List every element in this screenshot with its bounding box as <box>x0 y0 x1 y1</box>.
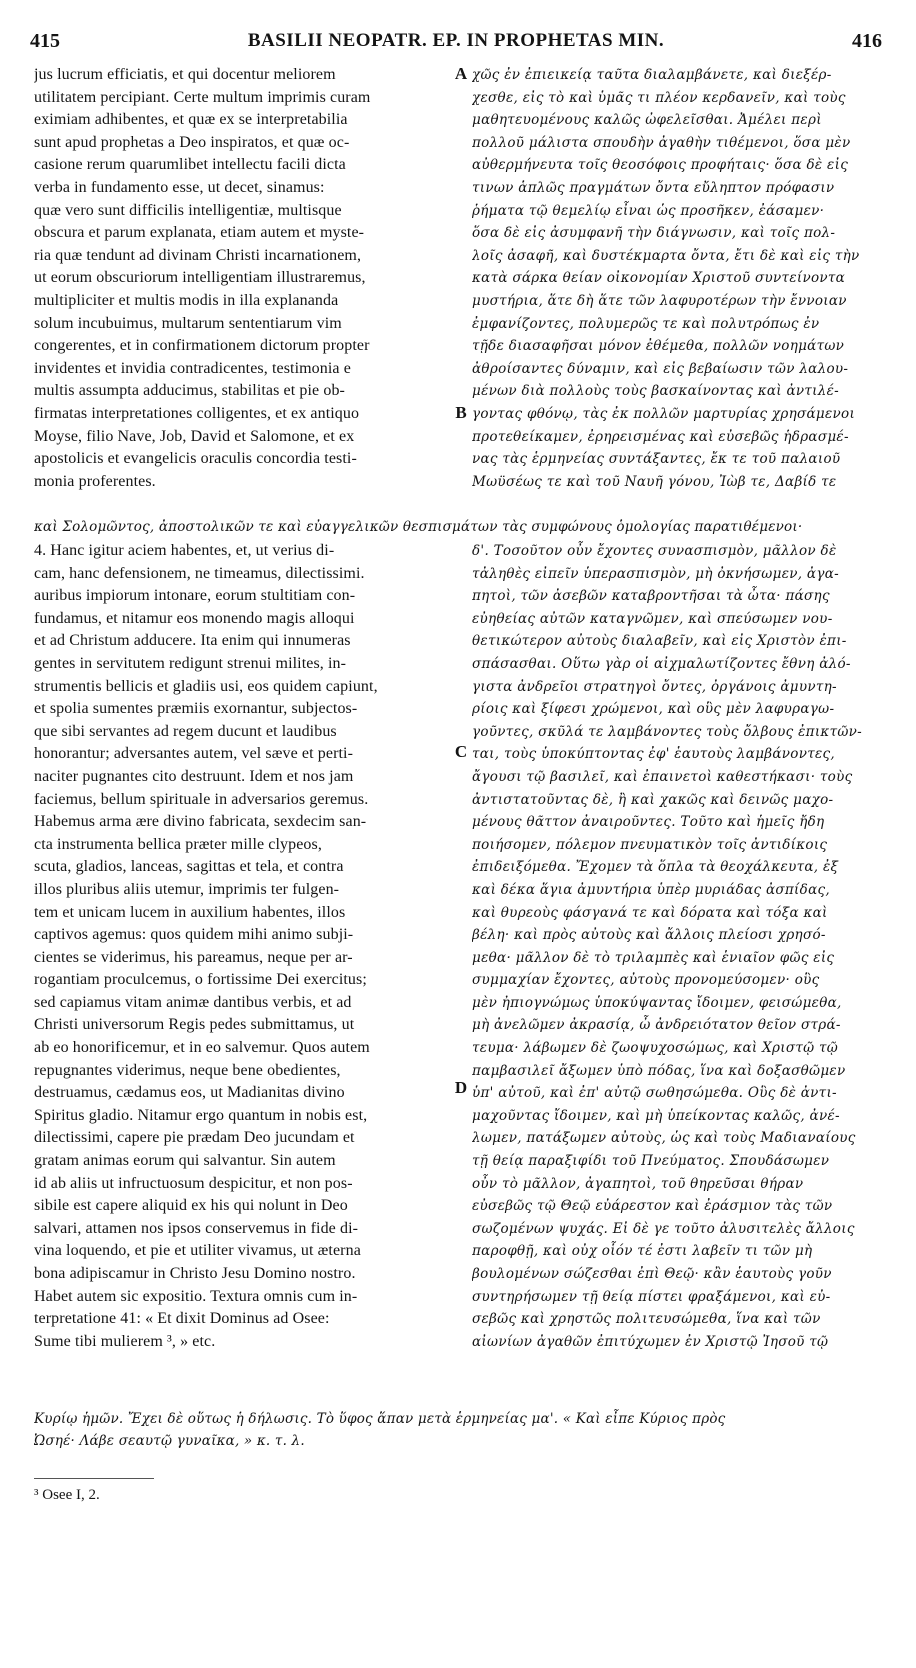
latin-text-line: scuta, gladios, lanceas, sagittas et tela, et contra <box>34 858 344 876</box>
page-number-left: 415 <box>30 30 60 52</box>
latin-text-line: faciemus, bellum spirituale in adversarios geremus. <box>34 790 369 808</box>
latin-text-line: obscura et parum explanata, etiam autem et myste- <box>34 224 365 242</box>
greek-text-line: σωζομένων ψυχάς. Εἰ δὲ γε τοῦτο ἀλυσιτελὲς ἄλλοις <box>472 1220 855 1237</box>
running-title: BASILII NEOPATR. EP. IN PROPHETAS MIN. <box>247 30 665 51</box>
latin-text-line: jus lucrum efficiatis, et qui docentur meliorem <box>34 66 336 83</box>
greek-text-line: τῇδε διασαφῆσαι μόνον ἐθέμεθα, πολλῶν νοημάτων <box>472 338 845 355</box>
latin-text-line: vina loquendo, et pie et utiliter vivamus, ut æterna <box>34 1242 361 1260</box>
greek-text-line: ἐμφανίζοντες, πολυμερῶς τε καὶ πολυτρόπως ἐν <box>472 315 820 332</box>
greek-text-line: ὑπ' αὐτοῦ, καὶ ἐπ' αὐτῷ σωθησώμεθα. Οὓς δὲ ἀντι- <box>472 1085 837 1102</box>
latin-text-line: gentes in servitutem redigunt strenui milites, in- <box>34 654 347 672</box>
greek-text-line: αἰωνίων ἀγαθῶν ἐπιτύχωμεν ἐν Χριστῷ Ἰησοῦ τῷ <box>472 1333 829 1350</box>
latin-text-line: quæ vero sunt difficilis intelligentiæ, multisque <box>34 201 342 219</box>
latin-text-line: fundamus, et nitamur eos monendo magis alloqui <box>34 609 355 627</box>
greek-text-line: συντηρήσωμεν τῇ θείᾳ πίστει φραξάμενοι, καὶ εὐ- <box>472 1288 831 1305</box>
greek-text-line: πολλοῦ μάλιστα σπουδὴν ἀγαθὴν τιθέμενοι, ὅσα μὲν <box>472 134 851 151</box>
latin-text-line: cam, hanc defensionem, ne timeamus, dilectissimi. <box>34 564 365 582</box>
latin-text-line: ut eorum obscuriorum intelligentiam illustraremus, <box>34 269 366 287</box>
latin-text-line: illos pluribus aliis utemur, imprimis ter fulgen- <box>34 880 340 898</box>
greek-text-line: ἀντιστατοῦντας δὲ, ἢ καὶ χακῶς καὶ δεινῶς μαχο- <box>472 791 834 808</box>
greek-text-line: παροφθῇ, καὶ οὐχ οἷόν τέ ἐστι λαβεῖν τι τῶν μὴ <box>472 1243 813 1260</box>
margin-letter-c: C <box>454 742 468 761</box>
latin-text-line: et ad Christum adducere. Ita enim qui innumeras <box>34 632 351 650</box>
greek-text-line: ἄγουσι τῷ βασιλεῖ, καὶ ἐπαινετοὶ καθεστήκασι· τοὺς <box>472 768 853 785</box>
greek-text-line: γοντας φθόνῳ, τὰς ἐκ πολλῶν μαρτυρίας χρησάμενοι <box>472 405 856 422</box>
latin-text-line: sed capiamus vitam animæ dantibus verbis, et ad <box>34 993 352 1011</box>
greek-text-line: σπάσασθαι. Οὕτω γὰρ οἱ αἰχμαλωτίζοντες ἔθνη ἀλό- <box>472 655 851 672</box>
latin-text-line: Sume tibi mulierem ³, » etc. <box>34 1332 216 1350</box>
footnote-rule <box>34 1478 154 1479</box>
latin-text-line: dilectissimi, capere pie prædam Deo jucundam et <box>34 1129 355 1147</box>
latin-text-line: naciter pugnantes cito destruunt. Idem et nos jam <box>34 767 354 785</box>
latin-text-line: destruamus, cædamus eos, ut Madianitas divino <box>34 1084 345 1102</box>
greek-text-line: σεβῶς καὶ χρηστῶς πολιτευσώμεθα, ἵνα καὶ τῶν <box>472 1311 821 1328</box>
greek-text-line: πητοὶ, τῶν ἀσεβῶν καταβροντῆσαι τὰ ὦτα· πάσης <box>472 588 830 605</box>
greek-text-line: αὐθερμήνευτα τοῖς θεοσόφοις προφήταις· ὅσα δὲ εἰς <box>472 157 849 174</box>
latin-text-line: cta instrumenta bellica præter mille clypeos, <box>34 835 322 853</box>
margin-letter-a: A <box>454 64 468 83</box>
latin-text-line: multis assumpta adducimus, stabilitas et pie ob- <box>34 382 345 400</box>
latin-text-line: Habet autem sic expositio. Textura omnis cum in- <box>34 1287 358 1305</box>
greek-closing-line: Κυρίῳ ἡμῶν. Ἔχει δὲ οὕτως ἡ δήλωσις. Τὸ ὕφος ἅπαν μετὰ ἑρμηνείας μα'. « Καὶ εἶπε Κύριος πρὸς <box>34 1411 726 1427</box>
greek-text-line: χεσθε, εἰς τὸ καὶ ὑμᾶς τι πλέον κερδανεῖν, καὶ τοὺς <box>472 89 846 106</box>
latin-text-line: tem et unicam lucem in auxilium habentes, illos <box>34 903 346 921</box>
latin-text-line: eximiam adhibentes, et quæ ex se interpretabilia <box>34 111 348 129</box>
latin-text-line: terpretatione 41: « Et dixit Dominus ad Osee: <box>34 1310 330 1328</box>
greek-text-line: προτεθείκαμεν, ἐρηρεισμένας καὶ εὐσεβῶς ἡδρασμέ- <box>472 428 849 445</box>
latin-text-line: honorantur; adversantes autem, vel sæve et perti- <box>34 745 354 763</box>
greek-column-top <box>472 64 884 516</box>
latin-text-line: apostolicis et evangelicis oraculis concordia testi- <box>34 450 357 468</box>
greek-column-bottom <box>472 540 884 1668</box>
greek-text-line: μυστήρια, ἅτε δὴ ἅτε τῶν λαφυροτέρων τὴν ἔννοιαν <box>472 292 847 309</box>
latin-text-line: sunt apud prophetas a Deo inspiratos, et quæ oc- <box>34 133 350 151</box>
greek-text-line: βέλη· καὶ πρὸς αὐτοὺς καὶ ἄλλοις πλείοσι χρησό- <box>472 927 826 944</box>
latin-text-line: invidentes et invidia contradicentes, testimonia e <box>34 359 351 377</box>
latin-text-line: sibile est capere aliquid ex his qui nolunt in Deo <box>34 1197 348 1215</box>
latin-text-line: bona adipiscamur in Christo Jesu Domino nostro. <box>34 1265 356 1282</box>
greek-text-line: μὲν ἠπιογνώμως ὑποκύψαντας ἴδοιμεν, φεισώμεθα, <box>472 994 842 1011</box>
greek-text-line: τῇ θείᾳ παραξιφίδι τοῦ Πνεύματος. Σπουδάσωμεν <box>472 1153 830 1170</box>
greek-text-line: νας τὰς ἑρμηνείας συντάξαντες, ἔκ τε τοῦ παλαιοῦ <box>472 451 841 468</box>
greek-text-line: μένους θᾶττον ἀναιροῦντες. Τοῦτο καὶ ἡμεῖς ἤδη <box>472 814 825 831</box>
greek-text-line: μὴ ἀνελῶμεν ἀκρασίᾳ, ὦ ἀνδρειότατον θεῖον στρά- <box>472 1017 841 1034</box>
page-header <box>30 30 882 58</box>
latin-text-line: auribus impiorum intonare, eorum stultitiam con- <box>34 587 356 605</box>
latin-text-line: utilitatem percipiant. Certe multum imprimis curam <box>34 88 371 106</box>
latin-text-line: cientes se viderimus, his pareamus, neque per ar- <box>34 948 353 966</box>
greek-text-line: χῶς ἐν ἐπιεικείᾳ ταῦτα διαλαμβάνετε, καὶ διεξέρ- <box>472 67 832 83</box>
page-number-right: 416 <box>852 30 882 52</box>
greek-text-line: λωμεν, πατάξωμεν αὐτοὺς, ὡς καὶ τοὺς Μαδιαναίους <box>472 1130 856 1147</box>
latin-text-line: firmatas interpretationes colligentes, et ex antiquo <box>34 404 360 422</box>
latin-text-line: gratam animas eorum qui salvantur. Sin autem <box>34 1152 336 1170</box>
latin-text-line: Moyse, filio Nave, Job, David et Salomone, et ex <box>34 427 355 445</box>
latin-text-line: monia proferentes. <box>34 472 156 490</box>
latin-text-line: Christi universorum Regis pedes submittamus, ut <box>34 1016 355 1034</box>
greek-text-line: μένων διὰ πολλοὺς τοὺς βασκαίνοντας καὶ ἀντιλέ- <box>472 383 839 400</box>
greek-text-line: κατὰ σάρκα θείαν οἰκονομίαν Χριστοῦ συντείνοντα <box>472 270 846 287</box>
latin-text-line: verba in fundamento esse, ut decet, sinamus: <box>34 178 325 196</box>
greek-text-line: μαχοῦντας ἴδοιμεν, καὶ μὴ ὑπείκοντας καλῶς, ἀνέ- <box>472 1107 840 1124</box>
greek-text-line: γιστα ἀνδρεῖοι στρατηγοὶ ὄντες, ὀργάνοις ἀμυντη- <box>472 678 837 695</box>
margin-letter-b: B <box>455 403 467 422</box>
greek-text-line: Μωϋσέως τε καὶ τοῦ Ναυῆ γόνου, Ἰὼβ τε, Δαβίδ τε <box>472 473 837 490</box>
greek-text-line: εὐσεβῶς τῷ Θεῷ εὐάρεστον καὶ ἐράσμιον τὰς τῶν <box>472 1198 833 1215</box>
greek-text-line: θετικώτερον αὐτοὺς διαλαβεῖν, καὶ εἰς Χριστὸν ἐπι- <box>472 633 847 650</box>
latin-text-line: salvari, attamen nos ipsos conservemus in fide di- <box>34 1219 359 1237</box>
greek-text-line: καὶ θυρεοὺς φάσγανά τε καὶ δόρατα καὶ τόξα καὶ <box>472 904 828 921</box>
latin-column-top <box>34 64 452 516</box>
latin-text-line: id ab aliis ut infructuosum despicitur, et non pos- <box>34 1174 353 1192</box>
greek-text-line: ἐπιδειξόμεθα. Ἔχομεν τὰ ὅπλα τὰ θεοχάλκευτα, ἐξ <box>472 859 839 876</box>
latin-text-line: solum incubuimus, multarum sententiarum vim <box>34 314 342 332</box>
latin-text-line: casione rerum quarumlibet intellectu facili dicta <box>34 156 346 174</box>
latin-text-line: Spiritus gladio. Nitamur ergo quantum in nobis est, <box>34 1106 368 1124</box>
greek-text-line: οὖν τὸ μᾶλλον, ἀγαπητοὶ, τοῦ θηρεῦσαι θήραν <box>472 1175 804 1192</box>
latin-text-line: multipliciter et multis modis in illa explananda <box>34 291 339 309</box>
greek-text-line: ποιήσομεν, πόλεμον πνευματικὸν τοῖς ἀντιδίκοις <box>472 836 828 853</box>
greek-text-line: δ'. Τοσοῦτον οὖν ἔχοντες συνασπισμὸν, μᾶλλον δὲ <box>472 543 837 559</box>
greek-text-line: μεθα· μᾶλλον δὲ τὸ τριλαμπὲς καὶ ἑνιαῖον φῶς εἰς <box>472 949 835 966</box>
latin-text-line: et spolia sumentes præmiis exornantur, subjectos- <box>34 700 358 718</box>
latin-text-line: Habemus arma ære divino fabricata, sexdecim san- <box>34 813 367 831</box>
greek-text-line: γοῦντες, σκῦλά τε λαμβάνοντες τοὺς ὄλβους ἐπικτῶν- <box>472 723 863 740</box>
greek-text-line: τἀληθὲς εἰπεῖν ὑπερασπισμὸν, μὴ ὀκνήσωμεν, ἀγα- <box>472 565 839 582</box>
greek-text-line: μαθητευομένους καλῶς ὠφελεῖσθαι. Ἀμέλει περὶ <box>472 112 822 129</box>
greek-closing-lines <box>34 1408 886 1452</box>
greek-text-line: λοῖς ἀσαφῆ, καὶ δυστέκμαρτα ὄντα, ἔτι δὲ καὶ εἰς τὴν <box>472 247 860 264</box>
greek-text-line: ῥήματα τῷ θεμελίῳ εἶναι ὡς προσῆκεν, ἐάσαμεν· <box>472 202 825 219</box>
latin-text-line: repugnantes viderimus, neque bene obedientes, <box>34 1061 341 1079</box>
greek-spanning-line: καὶ Σολομῶντος, ἀποστολικῶν τε καὶ εὐαγγελικῶν θεσπισμάτων τὰς συμφώνους ὁμολογίας παρατιθέμενοι· <box>34 519 803 535</box>
latin-text-line: ab eo honorificemur, et in eo salvemur. Quos autem <box>34 1039 370 1057</box>
latin-text-line: strumentis bellicis et gladiis usi, eos quidem capiunt, <box>34 677 378 695</box>
footnote: ³ Osee I, 2. <box>34 1487 100 1503</box>
greek-text-line: συμμαχίαν ἔχοντες, αὐτοὺς προνομεύσομεν· οὓς <box>472 972 820 989</box>
greek-text-line: ὅσα δὲ εἰς ἀσυμφανῆ τὴν διάγνωσιν, καὶ τοῖς πολ- <box>472 225 836 242</box>
latin-text-line: congerentes, et in confirmationem dictorum propter <box>34 337 370 355</box>
latin-text-line: rogantiam proculcemus, o fortissime Dei exercitus; <box>34 971 367 989</box>
greek-text-line: καὶ δέκα ἅγια ἀμυντήρια ὑπὲρ μυριάδας ἀσπίδας, <box>472 881 830 898</box>
greek-text-line: εὐηθείας αὐτῶν καταγνῶμεν, καὶ σπεύσωμεν νου- <box>472 610 833 627</box>
margin-letter-d: D <box>454 1078 468 1097</box>
greek-text-line: τευμα· λάβωμεν δὲ ζωοψυχοσώμως, καὶ Χριστῷ τῷ <box>472 1040 839 1057</box>
latin-text-line: ria quæ tendunt ad divinam Christi incarnationem, <box>34 246 362 264</box>
greek-text-line: παμβασιλεῖ ἄξωμεν ὑπὸ πόδας, ἵνα καὶ δοξασθῶμεν <box>472 1062 846 1079</box>
greek-text-line: τινων ἁπλῶς πραγμάτων ὄντα εὔληπτον πρόφασιν <box>472 179 835 196</box>
greek-text-line: ρίοις καὶ ξίφεσι χρώμενοι, καὶ οὓς μὲν λαφυραγω- <box>472 701 835 718</box>
latin-text-line: captivos agemus: quos quidem mihi animo subji- <box>34 926 354 944</box>
latin-text-line: 4. Hanc igitur aciem habentes, et, ut verius di- <box>34 542 335 559</box>
greek-text-line: βουλομένων σώζεσθαι ἐπὶ Θεῷ· κἂν ἑαυτοὺς γοῦν <box>472 1266 832 1282</box>
latin-text-line: que sibi servantes ad regem ducunt et laudibus <box>34 722 337 740</box>
greek-text-line: ἀθροίσαντες δύναμιν, καὶ εἰς βεβαίωσιν τῶν λαλου- <box>472 360 849 377</box>
greek-text-line: ται, τοὺς ὑποκύπτοντας ἐφ' ἑαυτοὺς λαμβάνοντες, <box>472 746 835 763</box>
greek-closing-line: Ὠσηέ· Λάβε σεαυτῷ γυναῖκα, » κ. τ. λ. <box>34 1433 305 1449</box>
